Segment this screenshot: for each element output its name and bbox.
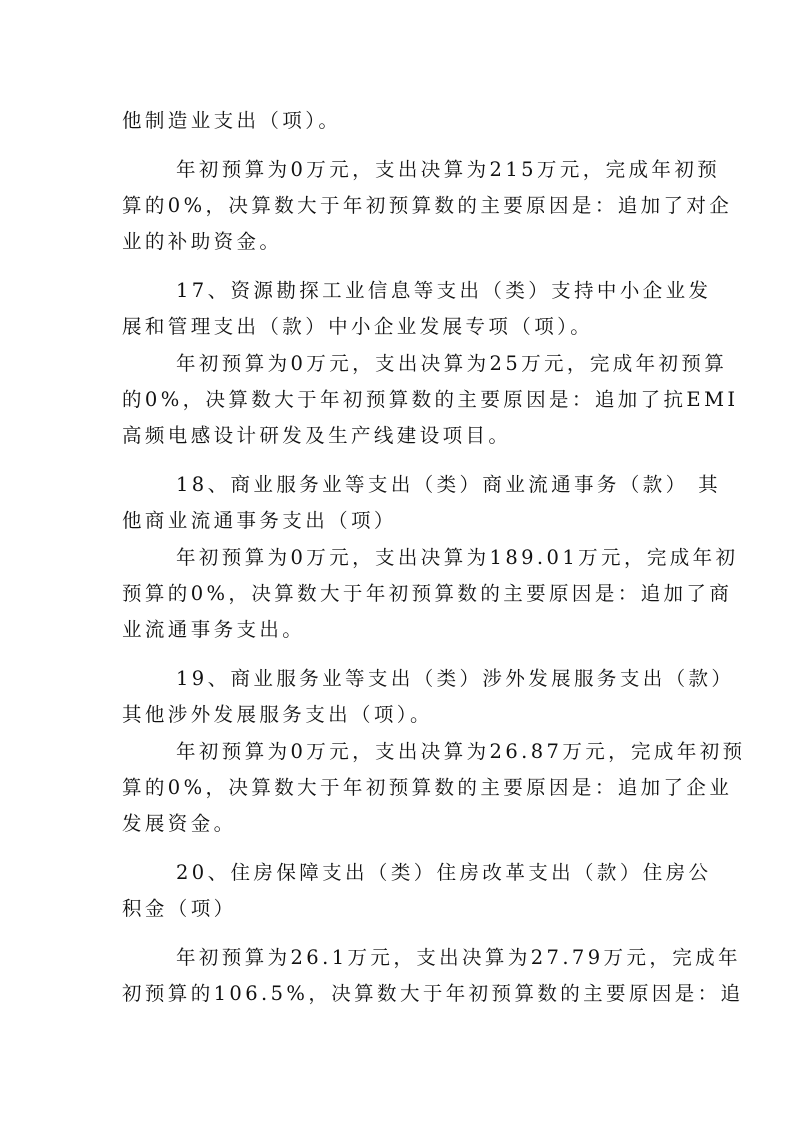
text-line-16: 其他涉外发展服务支出（项）。 [122, 703, 433, 726]
text-line-21: 积金（项） [122, 897, 237, 920]
text-line-2: 年初预算为0万元，支出决算为215万元，完成年初预 [176, 158, 721, 181]
text-line-23: 初预算的106.5%，决算数大于年初预算数的主要原因是：追 [122, 982, 744, 1005]
text-line-13: 预算的0%，决算数大于年初预算数的主要原因是：追加了商 [122, 582, 733, 605]
text-line-12: 年初预算为0万元，支出决算为189.01万元，完成年初 [176, 546, 739, 569]
text-line-8: 的0%，决算数大于年初预算数的主要原因是：追加了抗EMI [122, 388, 739, 411]
text-line-3: 算的0%，决算数大于年初预算数的主要原因是：追加了对企 [122, 194, 733, 217]
text-line-4: 业的补助资金。 [122, 230, 283, 253]
text-line-10: 18、商业服务业等支出（类）商业流通事务（款） 其 [176, 473, 722, 496]
text-line-22: 年初预算为26.1万元，支出决算为27.79万元，完成年 [176, 946, 741, 969]
text-line-5: 17、资源勘探工业信息等支出（类）支持中小企业发 [176, 279, 712, 302]
text-line-1: 他制造业支出（项）。 [122, 109, 342, 132]
text-line-9: 高频电感设计研发及生产线建设项目。 [122, 424, 512, 447]
text-line-6: 展和管理支出（款）中小企业发展专项（项）。 [122, 315, 594, 338]
text-line-20: 20、住房保障支出（类）住房改革支出（款）住房公 [176, 861, 712, 884]
text-line-17: 年初预算为0万元，支出决算为26.87万元，完成年初预 [176, 740, 746, 763]
text-line-18: 算的0%，决算数大于年初预算数的主要原因是：追加了企业 [122, 776, 733, 799]
text-line-11: 他商业流通事务支出（项） [122, 509, 397, 532]
text-line-14: 业流通事务支出。 [122, 618, 306, 641]
text-line-19: 发展资金。 [122, 812, 237, 835]
text-line-7: 年初预算为0万元，支出决算为25万元，完成年初预算 [176, 352, 728, 375]
text-line-15: 19、商业服务业等支出（类）涉外发展服务支出（款） [176, 667, 735, 690]
